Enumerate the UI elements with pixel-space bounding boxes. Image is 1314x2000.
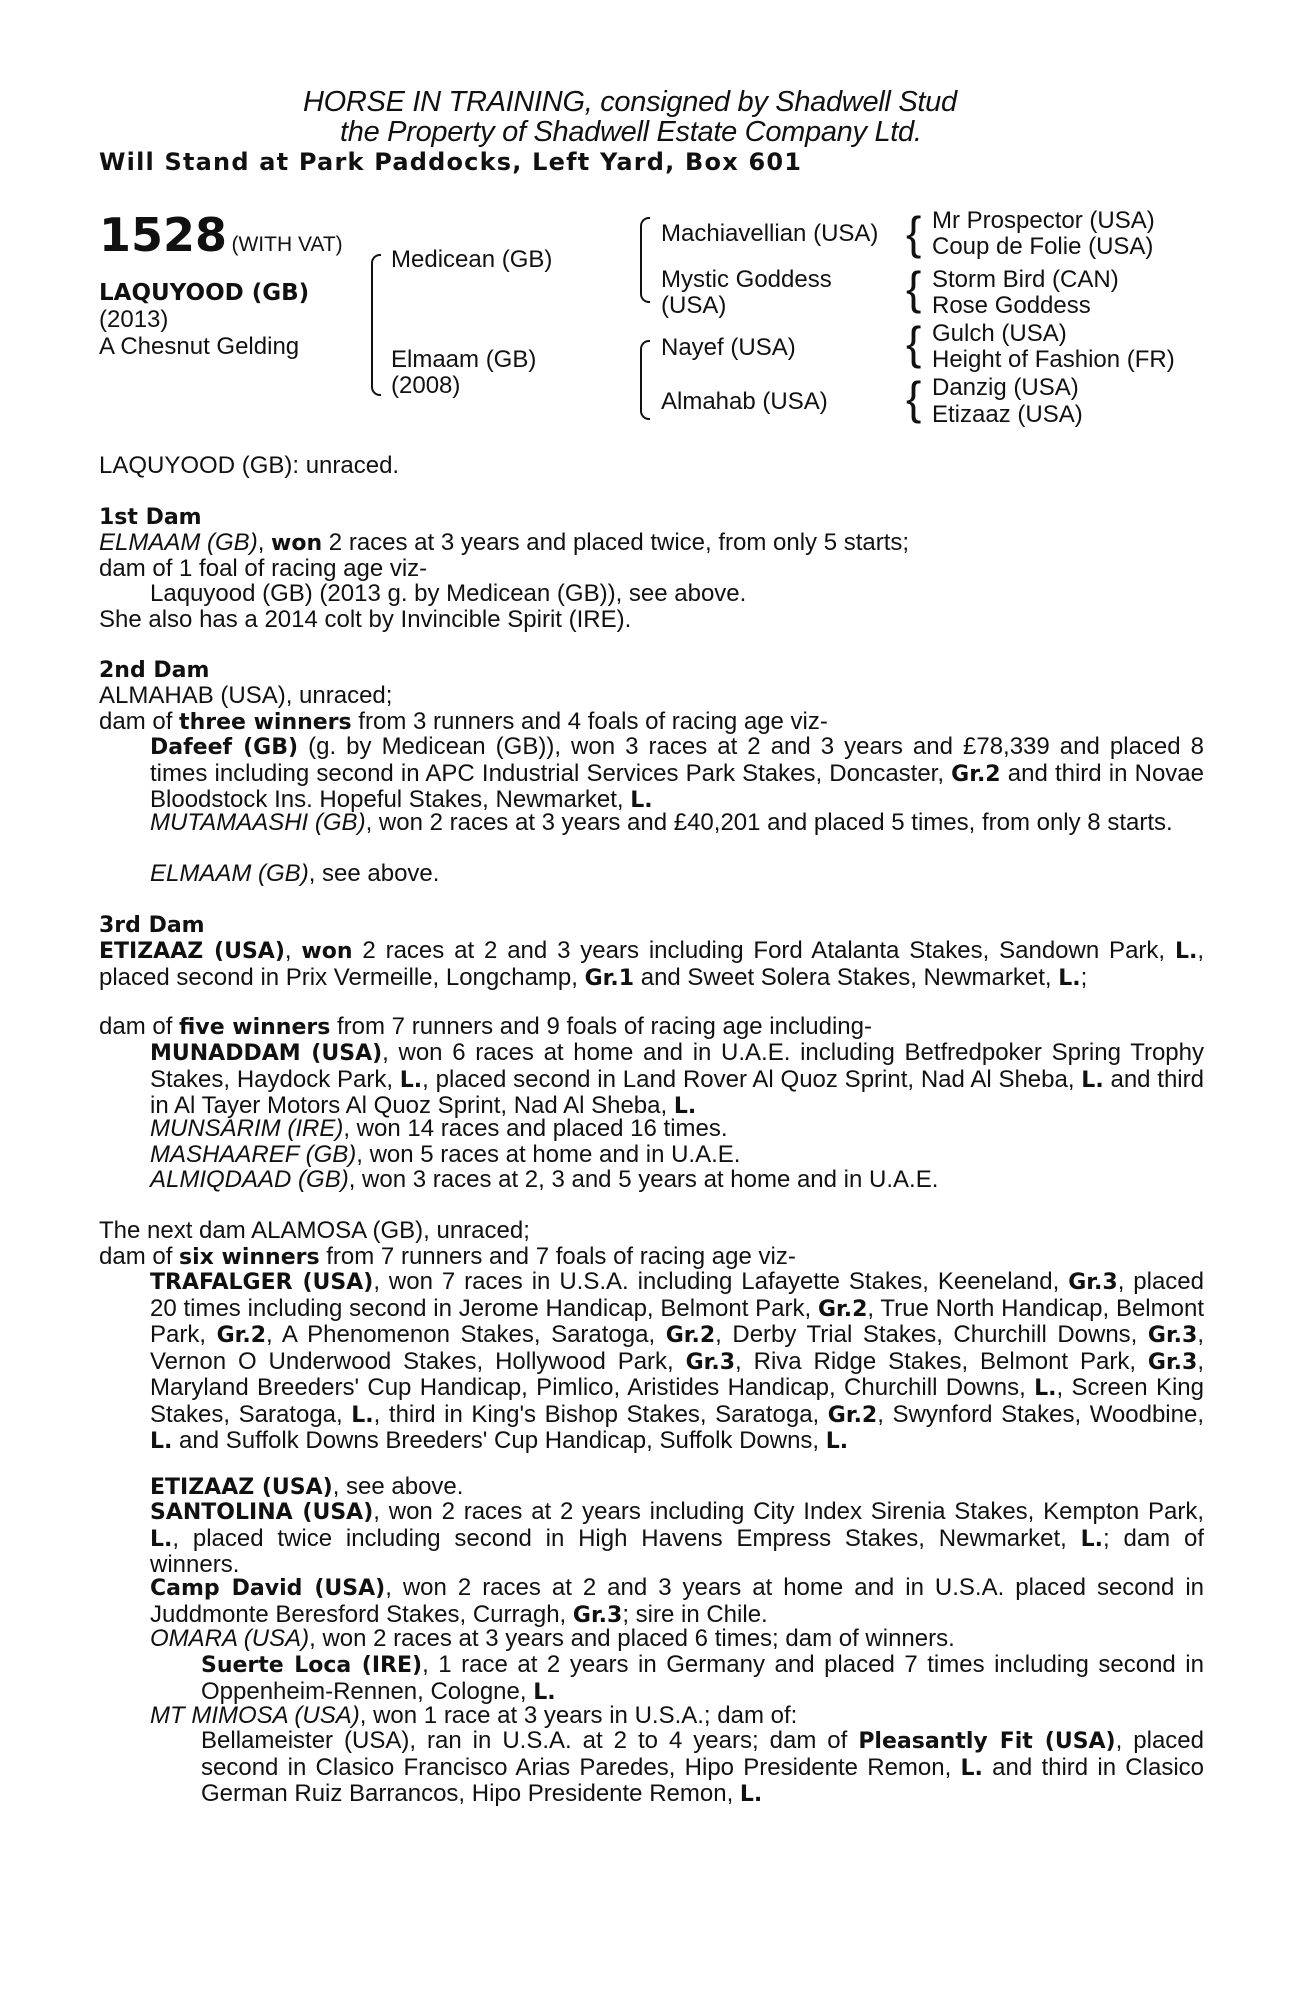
dam: Elmaam (GB) (391, 346, 537, 373)
dam-sire: Nayef (USA) (661, 334, 796, 361)
race-summary: LAQUYOOD (GB): unraced. (99, 452, 400, 479)
mt-mimosa-entry: MT MIMOSA (USA), won 1 race at 3 years in U.S.A.; dam of: (150, 1702, 798, 1729)
horse-year: (2013) (99, 306, 169, 333)
first-dam-line-4: She also has a 2014 colt by Invincible Spirit (IRE). (99, 606, 632, 633)
trafalger-entry: TRAFALGER (USA), won 7 races in U.S.A. including Lafayette Stakes, Keeneland, Gr.3, placed 20 times including second in Jerome Handicap, Belmont Park, Gr.2, True North Handicap, Belmont Park, Gr.2, A Phenomenon Stakes, Saratoga, Gr.2, Derby Trial Stakes, Churchill Downs, Gr.3, Vernon O Underwood Stakes, Hollywood Park, Gr.3, Riva Ridge Stakes, Belmont Park, Gr.3, Maryland Breeders' Cup Handicap, Pimlico, Aristides Handicap, Churchill Downs, L., Screen King Stakes, Saratoga, L., third in King's Bishop Stakes, Saratoga, Gr.2, Swynford Stakes, Woodbine, L. and Suffolk Downs Breeders' Cup Handicap, Suffolk Downs, L. (150, 1268, 1205, 1454)
bellameister-entry: Bellameister (USA), ran in U.S.A. at 2 to 4 years; dam of Pleasantly Fit (USA), placed second in Clasico Francisco Arias Paredes, Hipo Presidente Remon, L. and third in Clasico German Ruiz Barrancos, Hipo Presidente Remon, L. (201, 1727, 1204, 1807)
sire-dam-1: Mystic Goddess (661, 266, 832, 293)
ss-sire: Mr Prospector (USA) (932, 207, 1155, 234)
ds-sire: Gulch (USA) (932, 320, 1067, 347)
third-dam-produce: dam of five winners from 7 runners and 9 foals of racing age including- (99, 1013, 872, 1040)
next-dam-line-1: The next dam ALAMOSA (GB), unraced; (99, 1217, 530, 1244)
etizaaz-ref: ETIZAAZ (USA), see above. (150, 1473, 464, 1500)
second-dam-heading: 2nd Dam (99, 658, 210, 683)
sire-dam-2: (USA) (661, 292, 727, 319)
first-dam-line-3: Laquyood (GB) (2013 g. by Medicean (GB)), see above. (150, 580, 747, 607)
pedigree-brace-3a: { (906, 207, 922, 259)
header-line-3: Will Stand at Park Paddocks, Left Yard, Box 601 (99, 148, 803, 176)
sd-dam: Rose Goddess (932, 292, 1091, 319)
pedigree-brace-3d: { (906, 372, 922, 424)
pedigree-brace-3c: { (906, 317, 922, 369)
sire-sire: Machiavellian (USA) (661, 220, 879, 247)
pedigree-brace-1 (371, 254, 381, 396)
etizaaz-entry: ETIZAAZ (USA), won 2 races at 2 and 3 years including Ford Atalanta Stakes, Sandown Park, L., placed second in Prix Vermeille, Longchamp, Gr.1 and Sweet Solera Stakes, Newmarket, L.; (99, 937, 1204, 991)
pedigree-brace-2a (640, 217, 650, 303)
omara-entry: OMARA (USA), won 2 races at 3 years and placed 6 times; dam of winners. (150, 1625, 955, 1652)
header-line-1: HORSE IN TRAINING, consigned by Shadwell Stud (303, 86, 957, 118)
horse-description: A Chesnut Gelding (99, 333, 300, 360)
third-dam-heading: 3rd Dam (99, 913, 205, 938)
sire: Medicean (GB) (391, 246, 553, 273)
second-dam-line-1: ALMAHAB (USA), unraced; (99, 682, 393, 709)
mashaaref-entry: MASHAAREF (GB), won 5 races at home and in U.A.E. (150, 1141, 741, 1168)
mutamaashi-entry: MUTAMAASHI (GB), won 2 races at 3 years and £40,201 and placed 5 times, from only 8 starts. (150, 809, 1173, 836)
ss-dam: Coup de Folie (USA) (932, 233, 1154, 260)
pedigree-brace-3b: { (906, 262, 922, 314)
horse-name: LAQUYOOD (GB) (99, 280, 310, 306)
vat-label: (WITH VAT) (231, 233, 343, 256)
ds-dam: Height of Fashion (FR) (932, 346, 1175, 373)
dam-dam: Almahab (USA) (661, 388, 828, 415)
header-line-2: the Property of Shadwell Estate Company Ltd. (340, 116, 922, 148)
first-dam-line-2: dam of 1 foal of racing age viz- (99, 555, 428, 582)
suerte-loca-entry: Suerte Loca (IRE), 1 race at 2 years in Germany and placed 7 times including second in Oppenheim-Rennen, Cologne, L. (201, 1651, 1204, 1705)
second-dam-line-2: dam of three winners from 3 runners and 4 foals of racing age viz- (99, 708, 828, 735)
first-dam-heading: 1st Dam (99, 505, 202, 530)
almiqdaad-entry: ALMIQDAAD (GB), won 3 races at 2, 3 and 5 years at home and in U.A.E. (150, 1166, 939, 1193)
lot-number: 1528 (WITH VAT) (99, 208, 343, 262)
dd-dam: Etizaaz (USA) (932, 401, 1083, 428)
camp-david-entry: Camp David (USA), won 2 races at 2 and 3 years at home and in U.S.A. placed second in Juddmonte Beresford Stakes, Curragh, Gr.3; sire in Chile. (150, 1574, 1204, 1628)
pedigree-brace-2b (640, 340, 650, 420)
dam-year: (2008) (391, 372, 461, 399)
next-dam-line-2: dam of six winners from 7 runners and 7 foals of racing age viz- (99, 1243, 796, 1270)
sd-sire: Storm Bird (CAN) (932, 266, 1119, 293)
munsarim-entry: MUNSARIM (IRE), won 14 races and placed 16 times. (150, 1115, 728, 1142)
dafeef-entry: Dafeef (GB) (g. by Medicean (GB)), won 3 races at 2 and 3 years and £78,339 and placed 8 times including second in APC Industrial Services Park Stakes, Doncaster, Gr.2 and third in Novae Bloodstock Ins. Hopeful Stakes, Newmarket, L. (150, 733, 1205, 813)
santolina-entry: SANTOLINA (USA), won 2 races at 2 years including City Index Sirenia Stakes, Kempton Park, L., placed twice including second in High Havens Empress Stakes, Newmarket, L.; dam of winners. (150, 1498, 1205, 1578)
first-dam-line-1: ELMAAM (GB), won 2 races at 3 years and placed twice, from only 5 starts; (99, 529, 910, 556)
dd-sire: Danzig (USA) (932, 374, 1079, 401)
elmaam-entry: ELMAAM (GB), see above. (150, 860, 440, 887)
munaddam-entry: MUNADDAM (USA), won 6 races at home and in U.A.E. including Betfredpoker Spring Trophy Stakes, Haydock Park, L., placed second in Land Rover Al Quoz Sprint, Nad Al Sheba, L. and third in Al Tayer Motors Al Quoz Sprint, Nad Al Sheba, L. (150, 1039, 1204, 1119)
